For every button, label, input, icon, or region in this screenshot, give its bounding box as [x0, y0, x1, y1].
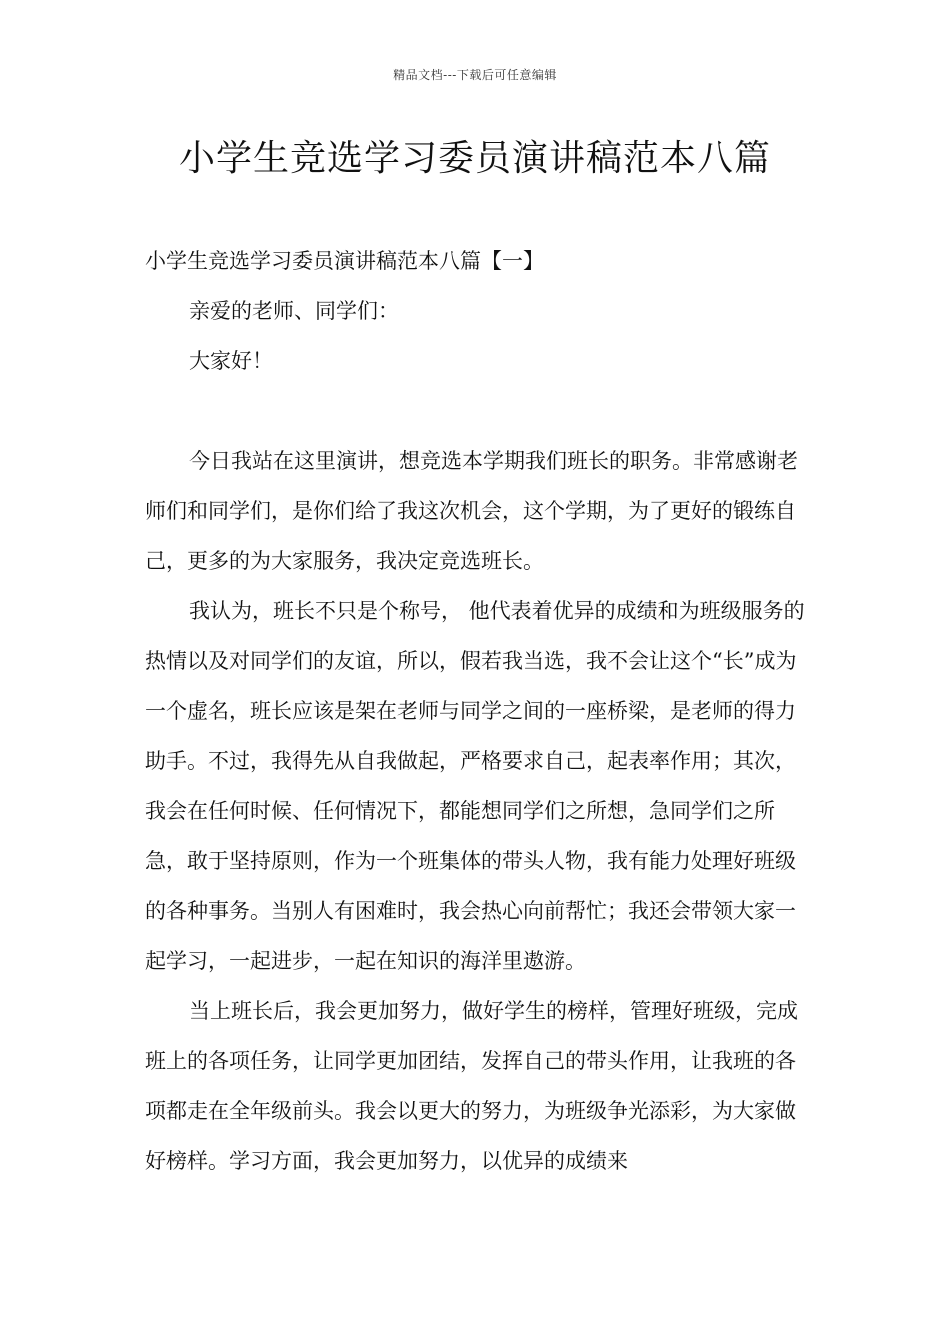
greeting-line: 亲爱的老师、同学们：: [189, 299, 399, 323]
header-watermark: 精品文档---下载后可任意编辑: [393, 68, 557, 82]
hello-line: 大家好！: [189, 349, 273, 373]
paragraph: 当上班长后，我会更加努力，做好学生的榜样，管理好班级，完成班上的各项任务，让同学更加团结，发挥自己的带头作用，让我班的各项都走在全年级前头。我会以更大的努力，为班级争光添彩，为大家做好榜样。学习方面，我会更加努力，以优异的成绩来: [145, 999, 798, 1173]
paragraph: 今日我站在这里演讲，想竞选本学期我们班长的职务。非常感谢老师们和同学们，是你们给了我这次机会，这个学期，为了更好的锻练自己，更多的为大家服务，我决定竞选班长。: [145, 449, 798, 573]
document-body: [145, 236, 805, 1186]
paragraph: 我认为，班长不只是个称号， 他代表着优异的成绩和为班级服务的热情以及对同学们的友谊，所以，假若我当选，我不会让这个“长”成为一个虚名，班长应该是架在老师与同学之间的一座桥梁，是老师的得力助手。不过，我得先从自我做起，严格要求自己，起表率作用；其次，我会在任何时候、任何情况下，都能想同学们之所想，急同学们之所急，敢于坚持原则，作为一个班集体的带头人物，我有能力处理好班级的各种事务。当别人有困难时，我会热心向前帮忙；我还会带领大家一起学习，一起进步，一起在知识的海洋里遨游。: [145, 599, 805, 973]
document-title: 小学生竞选学习委员演讲稿范本八篇: [178, 138, 771, 179]
blank-line: [145, 386, 805, 436]
section-heading: 小学生竞选学习委员演讲稿范本八篇【一】: [145, 249, 544, 273]
